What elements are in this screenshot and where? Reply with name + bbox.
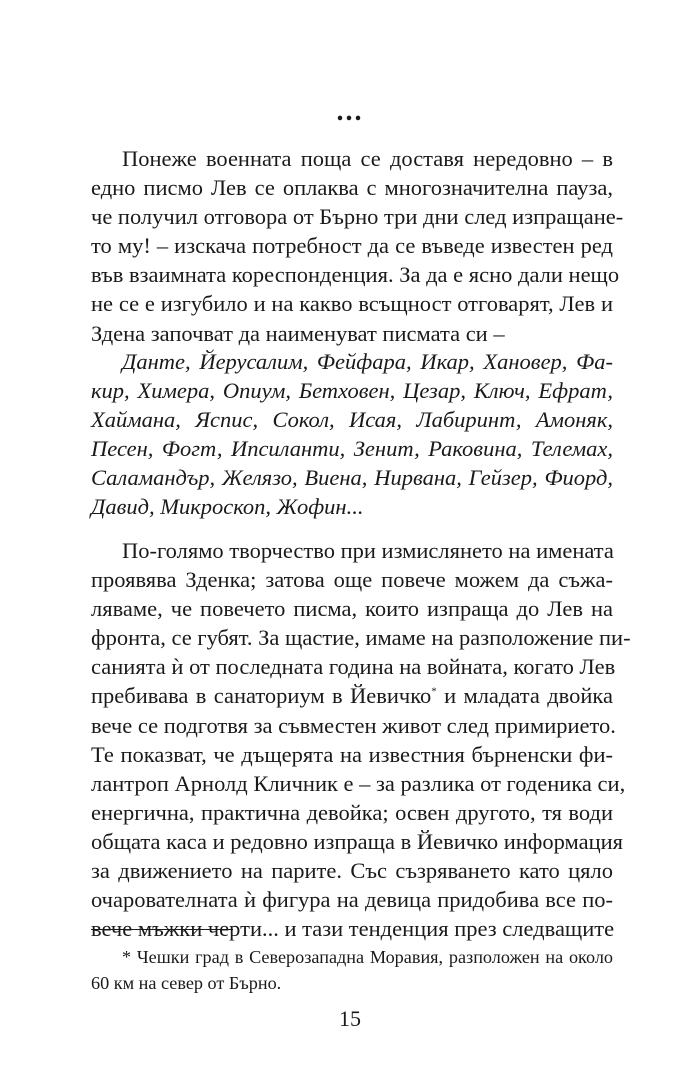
paragraph-1 <box>91 144 624 348</box>
footnote-divider <box>91 929 233 930</box>
text-line: Саламандър, Желязо, Виена, Нирвана, Гейзер, Фиорд, <box>91 465 613 491</box>
text-line: фронта, се губят. За щастие, имаме на разположение пи- <box>91 625 631 651</box>
text-line: очарователната ѝ фигура на девица придобива все по- <box>91 887 613 913</box>
text-segment: и младата двойка <box>436 683 613 709</box>
text-line: вече се подготвя за съвместен живот след примирието. <box>91 712 616 738</box>
footnote-marker: * <box>431 685 437 698</box>
text-line: вече мъжки черти... и тази тенденция през следващите <box>91 916 615 942</box>
text-line: Те показват, че дъщерята на известния бърненски фи- <box>91 741 613 767</box>
text-line-with-footnote <box>91 681 613 710</box>
paragraph-2 <box>91 536 631 943</box>
text-line: проявява Зденка; затова още повече можем да съжа- <box>91 567 613 593</box>
text-line: Давид, Микроскоп, Жофин... <box>91 494 364 520</box>
text-line: не се е изгубило и на какво всъщност отговарят, Лев и <box>91 291 613 317</box>
text-line: Песен, Фогт, Ипсиланти, Зенит, Раковина, Телемах, <box>91 436 613 462</box>
text-line: енергична, практична девойка; освен другото, тя води <box>91 799 613 825</box>
footnote-line: * Чешки град в Северозападна Моравия, разположен на около <box>122 947 613 967</box>
text-line: ляваме, че повечето писма, които изпраща до Лев на <box>91 596 613 622</box>
text-line: кир, Химера, Опиум, Бетховен, Цезар, Ключ, Ефрат, <box>91 378 613 404</box>
text-line: санията ѝ от последната година на войната, когато Лев <box>91 654 616 680</box>
text-line: че получил отговора от Бърно три дни след изпращане- <box>91 204 624 230</box>
text-line: лантроп Арнолд Кличник е – за разлика от годеника си, <box>91 770 626 796</box>
text-line: общата каса и редовно изпраща в Йевичко информация <box>91 828 624 854</box>
text-segment: пребивава в санаториум в Йевичко <box>91 683 432 709</box>
text-line: едно писмо Лев се оплаква с многозначителна пауза, <box>91 175 613 201</box>
footnote-line: 60 км на север от Бърно. <box>91 973 282 993</box>
text-line: за движението на парите. Със съзряването като цяло <box>91 858 613 884</box>
text-line: Здена започват да наименуват писмата си – <box>91 320 505 346</box>
text-line: то му! – изскача потребност да се въведе известен ред <box>91 233 613 259</box>
text-line: По-голямо творчество при измислянето на имената <box>122 538 614 563</box>
letter-names-list <box>91 347 613 522</box>
text-line: Понеже военната поща се доставя нередовно – в <box>122 146 613 171</box>
page-number: 15 <box>339 1006 361 1031</box>
text-line: във взаимната кореспонденция. За да е ясно дали нещо <box>91 262 620 288</box>
text-line: Хаймана, Яспис, Сокол, Исая, Лабиринт, Амоняк, <box>91 407 613 433</box>
footnote <box>91 944 613 996</box>
text-line: Данте, Йерусалим, Фейфара, Икар, Хановер, Фа- <box>122 349 613 374</box>
section-ornament: ... <box>336 96 364 127</box>
